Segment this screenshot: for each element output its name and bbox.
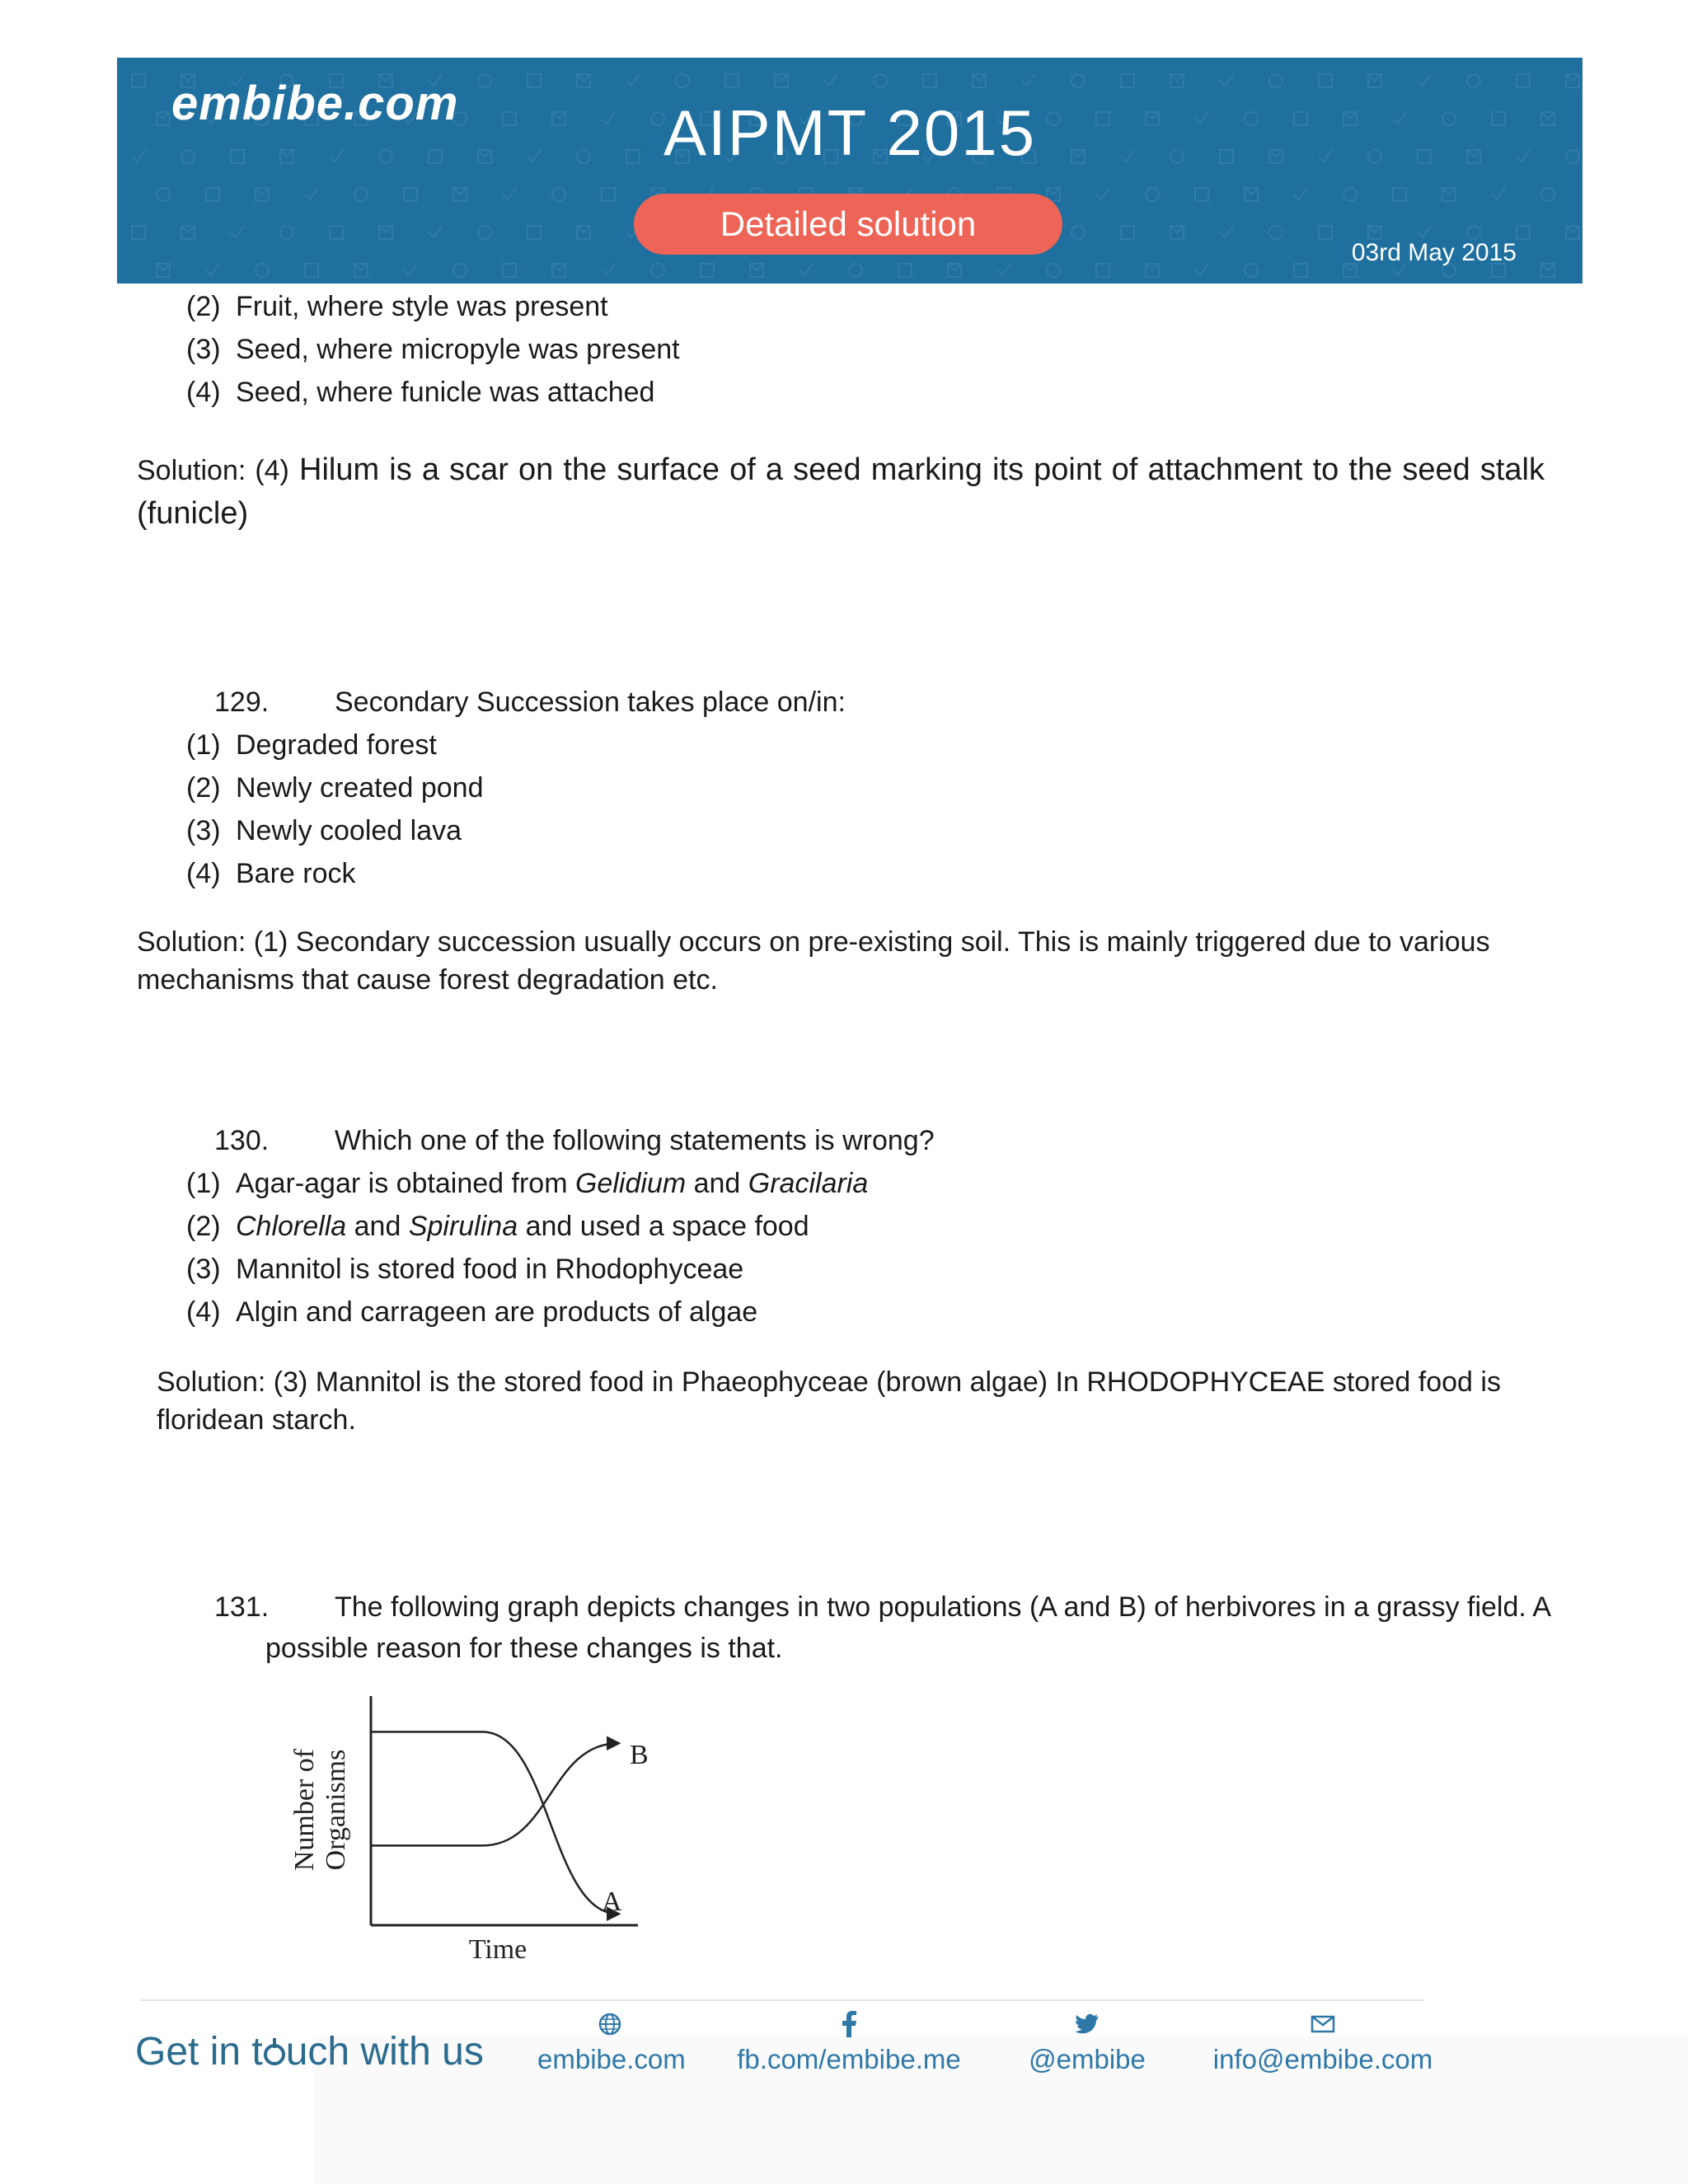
pattern-shape bbox=[1121, 74, 1134, 87]
pattern-shape bbox=[157, 188, 170, 201]
option-number: (4) bbox=[186, 1296, 221, 1328]
option-number: (1) bbox=[186, 729, 221, 761]
pattern-shape bbox=[280, 226, 293, 239]
pattern-shape bbox=[528, 226, 541, 239]
curve-a bbox=[371, 1732, 618, 1914]
pattern-shape bbox=[898, 264, 912, 277]
pattern-shape bbox=[1220, 74, 1233, 86]
pattern-shape bbox=[997, 264, 1010, 275]
pattern-shape bbox=[379, 226, 392, 239]
contact-text: @embibe bbox=[1029, 2044, 1146, 2074]
label-b: B bbox=[630, 1740, 649, 1770]
pattern-shape bbox=[1096, 264, 1109, 277]
q128-solution bbox=[137, 448, 1545, 535]
pattern-shape bbox=[305, 188, 318, 199]
footer-divider bbox=[140, 1999, 1424, 2001]
facebook-icon bbox=[841, 2008, 857, 2041]
pattern-shape bbox=[1319, 226, 1332, 239]
curve-b bbox=[371, 1743, 618, 1845]
pattern-shape bbox=[1220, 226, 1233, 237]
option-number: (4) bbox=[186, 858, 221, 889]
pattern-shape bbox=[1245, 264, 1258, 277]
contact-website[interactable] bbox=[537, 2008, 686, 2075]
pattern-shape bbox=[478, 226, 491, 239]
option-text: Seed, where funicle was attached bbox=[236, 377, 655, 408]
option-number: (3) bbox=[186, 815, 221, 846]
pattern-shape bbox=[725, 74, 738, 87]
pattern-shape bbox=[1096, 188, 1109, 199]
pattern-shape bbox=[923, 74, 936, 87]
pattern-shape bbox=[206, 264, 219, 275]
exam-title: AIPMT 2015 bbox=[663, 96, 1037, 169]
option-number: (3) bbox=[186, 334, 221, 365]
q130-question: Which one of the following statements is wrong? bbox=[335, 1125, 935, 1156]
contact-twitter[interactable] bbox=[1025, 2008, 1149, 2075]
option-text: Seed, where micropyle was present bbox=[236, 334, 680, 365]
q129-number: 129. bbox=[214, 687, 270, 718]
q131-question-line1: The following graph depicts changes in two populations (A and B) of herbivores in a grassy field. A bbox=[335, 1591, 1552, 1623]
brand-logo[interactable]: embibe.com bbox=[171, 77, 459, 130]
pattern-shape bbox=[552, 188, 565, 201]
pattern-shape bbox=[1294, 264, 1307, 277]
pattern-shape bbox=[626, 74, 640, 86]
pattern-shape bbox=[1442, 188, 1456, 201]
pattern-shape bbox=[1319, 74, 1332, 87]
pattern-shape bbox=[1170, 74, 1184, 87]
pattern-shape bbox=[775, 74, 788, 87]
pattern-shape bbox=[1541, 188, 1554, 201]
pattern-shape bbox=[701, 264, 714, 277]
pattern-shape bbox=[1467, 74, 1480, 87]
option-number: (4) bbox=[186, 377, 221, 408]
pattern-shape bbox=[231, 226, 244, 237]
solution-lead: Solution: (4) bbox=[137, 455, 289, 486]
pattern-shape bbox=[1343, 188, 1357, 201]
pattern-shape bbox=[1245, 188, 1258, 201]
pattern-shape bbox=[1269, 226, 1282, 239]
option-text: Newly created pond bbox=[236, 772, 484, 804]
option-text: Newly cooled lava bbox=[236, 815, 462, 846]
option-number: (2) bbox=[186, 1211, 221, 1242]
header-banner bbox=[117, 58, 1582, 284]
pattern-shape bbox=[651, 264, 664, 277]
pattern-shape bbox=[1170, 226, 1184, 239]
contact-text: fb.com/embibe.me bbox=[737, 2044, 961, 2074]
mail-icon bbox=[1311, 2008, 1335, 2041]
pattern-shape bbox=[132, 226, 145, 239]
pattern-shape bbox=[305, 264, 318, 277]
pattern-shape bbox=[1146, 264, 1159, 277]
option-number: (2) bbox=[186, 291, 221, 322]
pattern-shape bbox=[1146, 188, 1159, 201]
pattern-shape bbox=[1022, 74, 1035, 86]
option-text: Degraded forest bbox=[236, 729, 437, 761]
option-number: (2) bbox=[186, 772, 221, 804]
pattern-shape bbox=[1294, 188, 1307, 199]
pattern-shape bbox=[206, 188, 219, 201]
pattern-shape bbox=[1121, 226, 1134, 239]
pattern-shape bbox=[1393, 188, 1406, 201]
pattern-shape bbox=[1368, 74, 1381, 87]
pattern-shape bbox=[874, 74, 887, 87]
detailed-solution-badge: Detailed solution bbox=[634, 194, 1062, 255]
pattern-shape bbox=[330, 226, 343, 239]
y-axis-label-line1: Number of bbox=[289, 1748, 320, 1872]
pattern-shape bbox=[1541, 264, 1554, 277]
option-number: (1) bbox=[186, 1168, 221, 1199]
pattern-shape bbox=[948, 264, 961, 277]
pattern-shape bbox=[676, 74, 689, 87]
pattern-shape bbox=[528, 74, 541, 87]
pattern-shape bbox=[1566, 226, 1579, 239]
contact-text: embibe.com bbox=[537, 2044, 686, 2074]
pattern-shape bbox=[552, 264, 565, 277]
label-a: A bbox=[602, 1886, 622, 1917]
pattern-shape bbox=[602, 264, 615, 275]
pattern-shape bbox=[404, 188, 417, 201]
solution-text: Hilum is a scar on the surface of a seed marking its point of attachment to the seed stalk (funicle) bbox=[137, 452, 1545, 531]
pattern-shape bbox=[1195, 188, 1208, 201]
option-text: Algin and carrageen are products of algae bbox=[236, 1296, 758, 1328]
pattern-shape bbox=[256, 188, 269, 201]
pattern-shape bbox=[1467, 226, 1480, 239]
pattern-shape bbox=[354, 188, 368, 201]
option-text: Mannitol is stored food in Rhodophyceae bbox=[236, 1254, 744, 1285]
pattern-shape bbox=[1071, 74, 1085, 87]
pattern-shape bbox=[503, 188, 516, 199]
pattern-shape bbox=[1071, 226, 1085, 239]
exam-date: 03rd May 2015 bbox=[1351, 239, 1517, 266]
pattern-shape bbox=[849, 264, 862, 277]
pattern-shape bbox=[799, 264, 813, 275]
pattern-shape bbox=[602, 188, 615, 201]
contact-email[interactable] bbox=[1212, 2008, 1434, 2075]
get-in-touch-heading: Get in t uch with us bbox=[135, 2030, 484, 2074]
option-text: Fruit, where style was present bbox=[236, 291, 608, 322]
footer-background bbox=[313, 2036, 1688, 2184]
pattern-shape bbox=[354, 264, 368, 277]
q129-solution: Solution: (1) Secondary succession usually occurs on pre-existing soil. This is mainly triggered due to various mechanisms that cause forest degradation etc. bbox=[137, 926, 1490, 996]
pattern-shape bbox=[577, 74, 590, 87]
pattern-shape bbox=[1418, 226, 1431, 237]
pattern-shape bbox=[1418, 74, 1431, 86]
pattern-shape bbox=[132, 74, 145, 87]
pattern-shape bbox=[157, 264, 170, 277]
q131-number: 131. bbox=[214, 1591, 270, 1623]
q129-question: Secondary Succession takes place on/in: bbox=[335, 687, 846, 718]
pattern-shape bbox=[1269, 74, 1282, 87]
option-number: (3) bbox=[186, 1254, 221, 1285]
y-axis-label-line2: Organisms bbox=[321, 1749, 351, 1871]
q131-question-line2: possible reason for these changes is that. bbox=[265, 1633, 783, 1664]
pattern-shape bbox=[1566, 74, 1579, 87]
pattern-shape bbox=[1368, 226, 1381, 239]
pattern-shape bbox=[750, 264, 763, 277]
contact-text: info@embibe.com bbox=[1212, 2044, 1433, 2074]
twitter-icon bbox=[1075, 2008, 1100, 2041]
pattern-shape bbox=[453, 264, 467, 277]
population-graph bbox=[288, 1690, 651, 1970]
pointer-o-icon bbox=[263, 2036, 286, 2066]
pattern-shape bbox=[824, 74, 837, 86]
pattern-shape bbox=[1492, 188, 1505, 199]
pattern-shape bbox=[1195, 264, 1208, 275]
pattern-shape bbox=[973, 74, 986, 87]
contact-facebook[interactable] bbox=[734, 2008, 964, 2075]
globe-icon bbox=[598, 2008, 622, 2041]
x-axis-label: Time bbox=[468, 1934, 528, 1965]
pattern-shape bbox=[404, 264, 417, 275]
pattern-shape bbox=[181, 226, 195, 239]
q130-number: 130. bbox=[214, 1125, 270, 1156]
option-text: Bare rock bbox=[236, 858, 356, 889]
pattern-shape bbox=[1047, 264, 1060, 277]
pattern-shape bbox=[1517, 226, 1530, 239]
pattern-shape bbox=[478, 74, 491, 87]
option-text: Agar-agar is obtained from Gelidium and Gracilaria bbox=[236, 1168, 869, 1199]
q130-solution: Solution: (3) Mannitol is the stored food in Phaeophyceae (brown algae) In RHODOPHYCEAE stored food is floridean starch. bbox=[157, 1366, 1501, 1436]
pattern-shape bbox=[429, 226, 442, 237]
pattern-shape bbox=[256, 264, 269, 277]
pattern-shape bbox=[1517, 74, 1530, 87]
option-text: Chlorella and Spirulina and used a space food bbox=[236, 1211, 809, 1242]
pattern-shape bbox=[453, 188, 467, 201]
pattern-shape bbox=[503, 264, 516, 277]
pattern-shape bbox=[577, 226, 590, 239]
